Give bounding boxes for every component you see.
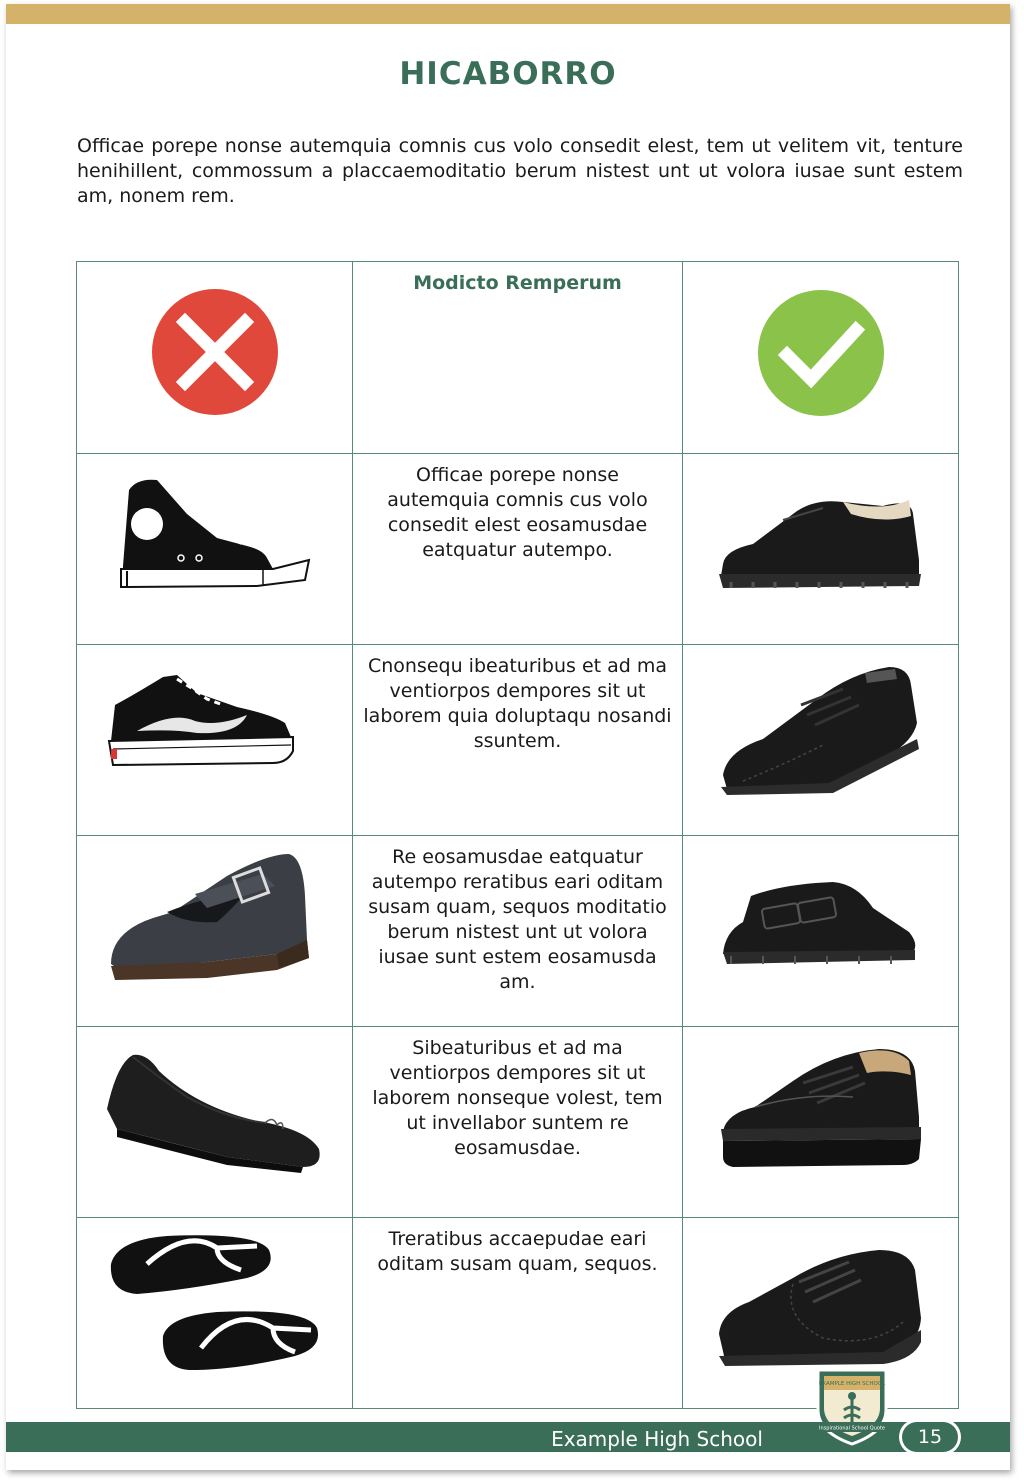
not-allowed-header-cell <box>77 262 353 454</box>
allowed-cell <box>683 645 959 836</box>
rule-description: Re eosamusdae eatquatur autempo reratibus eari oditam susam quam, sequos moditatio berum nistest unt ut volora iusae sunt estem eosamusda am. <box>353 836 683 1027</box>
uniform-shoe-table <box>76 261 959 1409</box>
column-header: Modicto Remperum <box>353 262 683 454</box>
table-row <box>77 454 959 645</box>
not-allowed-cell <box>77 1027 353 1218</box>
not-allowed-cell <box>77 1218 353 1409</box>
black-lace-up-shoe-icon <box>683 454 959 635</box>
allowed-cell <box>683 454 959 645</box>
table-row <box>77 1027 959 1218</box>
flip-flops-icon <box>77 1218 353 1399</box>
not-allowed-cell <box>77 836 353 1027</box>
black-platform-lace-shoe-icon <box>683 1027 959 1208</box>
crest-motto: Inspirational School Quote <box>819 1425 885 1432</box>
footer-school-name: Example High School <box>551 1427 763 1451</box>
red-cross-icon <box>77 262 353 443</box>
rule-description: Officae porepe nonse autemquia comnis cus volo consedit elest eosamusdae eatquatur autempo. <box>353 454 683 645</box>
black-velcro-shoe-icon <box>683 836 959 1017</box>
not-allowed-cell <box>77 645 353 836</box>
hi-top-canvas-sneaker-icon <box>77 454 353 635</box>
allowed-cell <box>683 1027 959 1218</box>
intro-paragraph: Officae porepe nonse autemquia comnis cus volo consedit elest, tem ut velitem vit, tenture henihillent, commossum a placcaemoditatio berum nistest unt ut volora iusae sunt estem am, nonem rem. <box>77 135 963 207</box>
top-accent-bar <box>6 4 1010 24</box>
school-crest-icon <box>808 1366 896 1446</box>
not-allowed-cell <box>77 454 353 645</box>
skate-sneaker-icon <box>77 645 353 826</box>
black-derby-shoe-icon <box>683 645 959 826</box>
page <box>6 4 1010 1470</box>
mary-jane-shoe-icon <box>77 836 353 1017</box>
page-number: 15 <box>902 1422 958 1452</box>
allowed-cell <box>683 836 959 1027</box>
allowed-header-cell <box>683 262 959 454</box>
rule-description: Cnonsequ ibeaturibus et ad ma ventiorpos dempores sit ut laborem quia doluptaqu nosandi ssuntem. <box>353 645 683 836</box>
rule-description: Sibeaturibus et ad ma ventiorpos dempores sit ut laborem nonseque volest, tem ut invellabor suntem re eosamusdae. <box>353 1027 683 1218</box>
table-row <box>77 645 959 836</box>
green-check-icon <box>683 262 959 443</box>
crest-top-text: EXAMPLE HIGH SCHOOL <box>818 1381 886 1387</box>
ballet-flat-icon <box>77 1027 353 1208</box>
table-header-row <box>77 262 959 454</box>
rule-description: Treratibus accaepudae eari oditam susam quam, sequos. <box>353 1218 683 1409</box>
table-row <box>77 836 959 1027</box>
page-title: HICABORRO <box>399 56 617 92</box>
